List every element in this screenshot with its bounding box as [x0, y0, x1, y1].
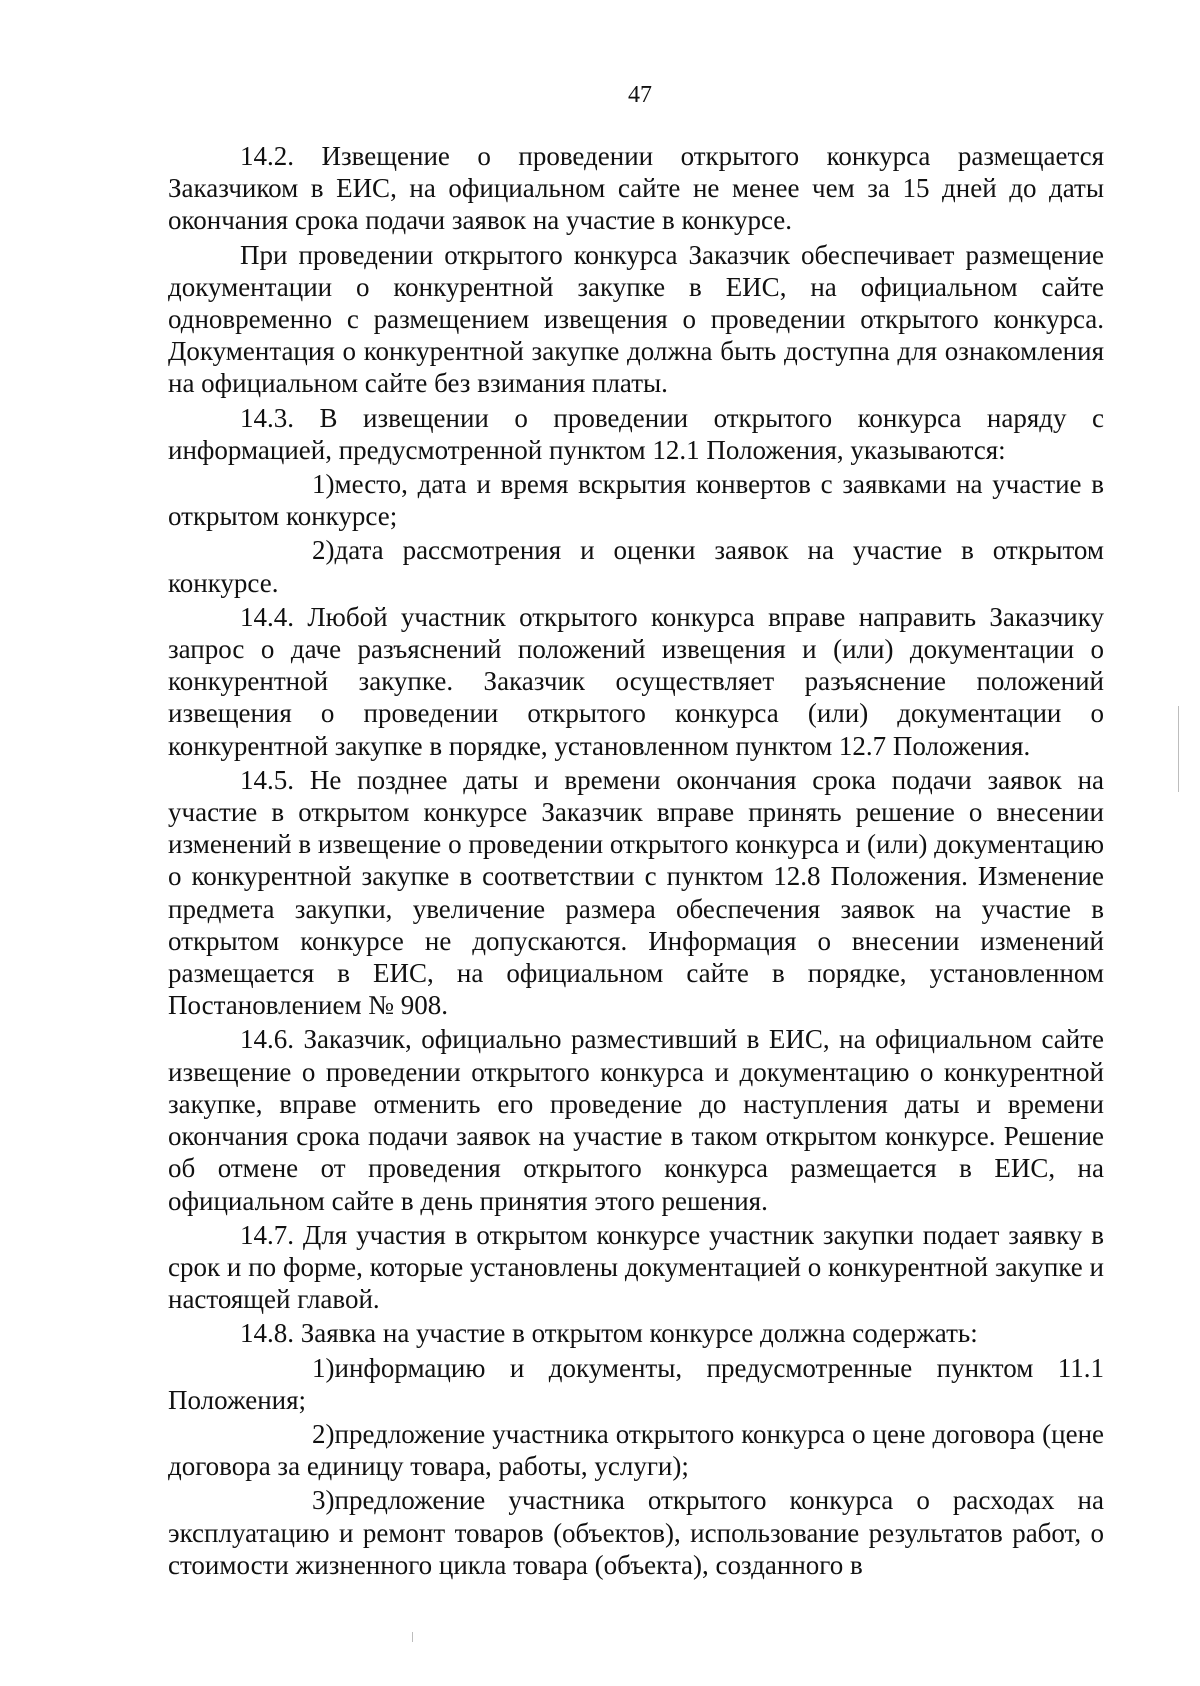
list-item-number: 3)	[312, 1485, 335, 1516]
scan-edge-mark	[1178, 706, 1179, 792]
list-item-number: 2)	[312, 1418, 335, 1449]
list-item-14-3-2	[168, 534, 1104, 598]
paragraph-text: 14.8. Заявка на участие в открытом конкурсе должна содержать:	[240, 1318, 978, 1349]
paragraph-text: 14.5. Не позднее даты и времени окончания срока подачи заявок на участие в открытом конкурсе Заказчик вправе принять решение о внесении изменений в извещение о проведении открытого конкурса и (или) документацию о конкурентной закупке в соответствии с пунктом 12.8 Положения. Изменение предмета закупки, увеличение размера обеспечения заявок на участие в открытом конкурсе не допускаются. Информация о внесении изменений размещается в ЕИС, на официальном сайте в порядке, установленном Постановлением № 908.	[168, 764, 1104, 1021]
list-item-14-8-2	[168, 1418, 1104, 1482]
paragraph-14-6	[168, 1023, 1104, 1216]
list-item-number: 1)	[312, 1352, 335, 1383]
paragraph-14-8	[168, 1317, 1104, 1349]
list-item-number: 1)	[312, 469, 335, 500]
list-item-14-8-1	[168, 1352, 1104, 1416]
paragraph-14-2-continued	[168, 239, 1104, 400]
page-number: 47	[628, 82, 652, 108]
paragraph-text: 14.3. В извещении о проведении открытого конкурса наряду с информацией, предусмотренной пунктом 12.1 Положения, указываются:	[168, 402, 1104, 465]
list-item-text: предложение участника открытого конкурса о цене договора (цене договора за единицу товара, работы, услуги);	[168, 1418, 1104, 1482]
paragraph-text: При проведении открытого конкурса Заказчик обеспечивает размещение документации о конкурентной закупке в ЕИС, на официальном сайте одновременно с размещением извещения о проведении открытого конкурса. Документация о конкурентной закупке должна быть доступна для ознакомления на официальном сайте без взимания платы.	[168, 239, 1104, 399]
paragraph-14-3	[168, 402, 1104, 466]
list-item-number: 2)	[312, 535, 335, 566]
list-item-text: информацию и документы, предусмотренные пунктом 11.1 Положения;	[168, 1352, 1104, 1415]
list-item-14-3-1	[168, 468, 1104, 532]
scan-bottom-mark	[412, 1632, 413, 1642]
paragraph-text: 14.7. Для участия в открытом конкурсе участник закупки подает заявку в срок и по форме, которые установлены документацией о конкурентной закупке и настоящей главой.	[168, 1219, 1104, 1315]
paragraph-text: 14.2. Извещение о проведении открытого конкурса размещается Заказчиком в ЕИС, на официальном сайте не менее чем за 15 дней до даты окончания срока подачи заявок на участие в конкурсе.	[168, 141, 1104, 236]
paragraph-text: 14.4. Любой участник открытого конкурса вправе направить Заказчику запрос о даче разъяснений положений извещения и (или) документации о конкурентной закупке. Заказчик осуществляет разъяснение положений извещения о проведении открытого конкурса (или) документации о конкурентной закупке в порядке, установленном пунктом 12.7 Положения.	[168, 601, 1104, 761]
paragraph-14-7	[168, 1219, 1104, 1316]
list-item-text: дата рассмотрения и оценки заявок на участие в открытом конкурсе.	[168, 535, 1104, 598]
list-item-14-8-3	[168, 1484, 1104, 1581]
list-item-text: место, дата и время вскрытия конвертов с заявками на участие в открытом конкурсе;	[168, 469, 1104, 532]
paragraph-14-2	[168, 140, 1104, 237]
paragraph-14-5	[168, 764, 1104, 1022]
paragraph-14-4	[168, 601, 1104, 762]
document-body	[168, 140, 1104, 1581]
list-item-text: предложение участника открытого конкурса о расходах на эксплуатацию и ремонт товаров (объектов), использование результатов работ, о стоимости жизненного цикла товара (объекта), созданного в	[168, 1485, 1104, 1580]
paragraph-text: 14.6. Заказчик, официально разместивший в ЕИС, на официальном сайте извещение о проведении открытого конкурса и документацию о конкурентной закупке, вправе отменить его проведение до наступления даты и времени окончания срока подачи заявок на участие в таком открытом конкурсе. Решение об отмене от проведения открытого конкурса размещается в ЕИС, на официальном сайте в день принятия этого решения.	[168, 1024, 1104, 1216]
